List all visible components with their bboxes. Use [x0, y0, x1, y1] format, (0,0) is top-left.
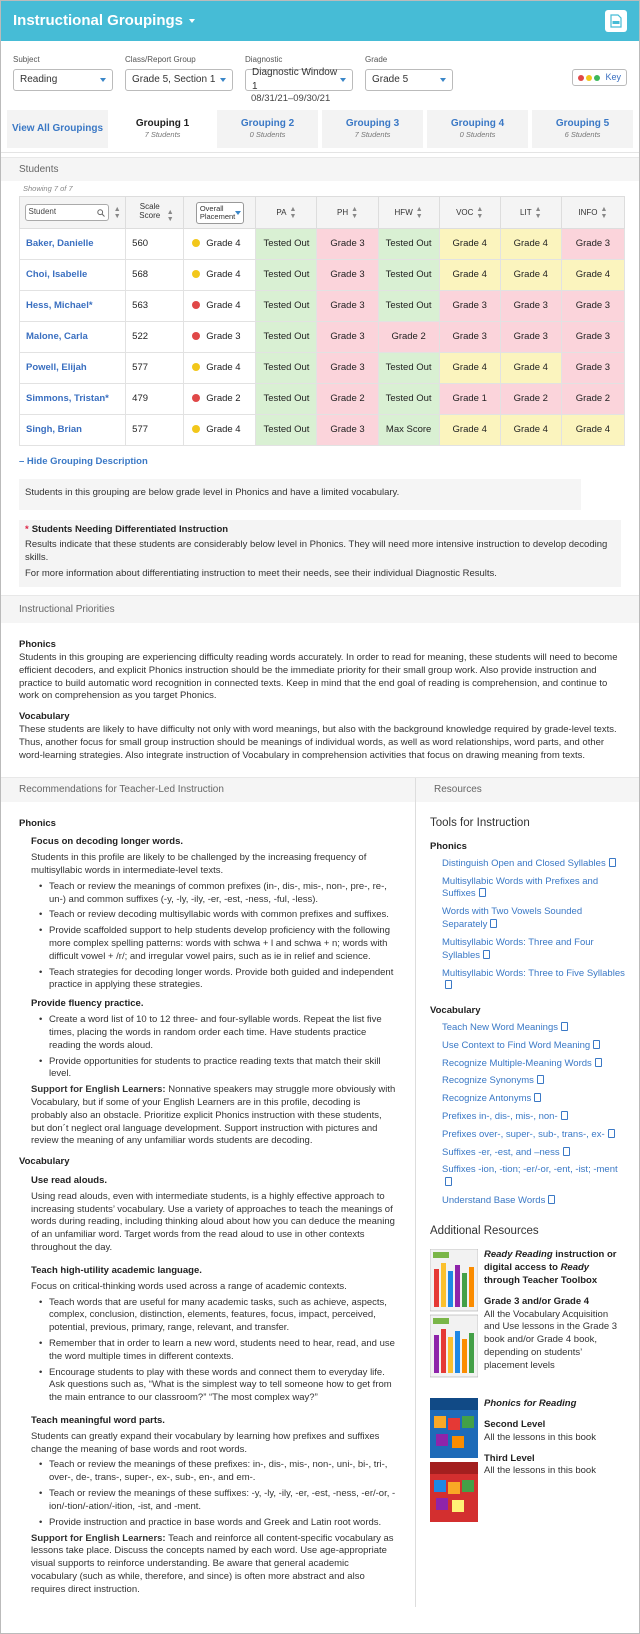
resource-link-label: Understand Base Words [442, 1195, 546, 1207]
resources-header: Resources [416, 778, 639, 802]
recs-phonics-title: Phonics [19, 817, 56, 829]
priority-phonics-text: Students in this grouping are experiencing difficulty reading words accurately. In order to read for meaning, these students will need to become efficient decoders, and explicit Phonics instruction should be the immediate priority for their small group work. Also provide instruction and practice to build automatic word recognition in connected texts. Keep in mind that the end goal of reading is comprehension, and continue to work on comprehension as you target Phonics. [19, 652, 618, 702]
tab-count: 7 Students [354, 130, 391, 140]
recommendations-header: Recommendations for Teacher-Led Instruction [1, 778, 415, 802]
subject-filter [13, 55, 113, 91]
table-row [20, 291, 625, 322]
grade-value: Grade 5 [372, 74, 409, 86]
fluency-list [43, 1014, 397, 1081]
tab-grouping-5[interactable] [532, 110, 633, 148]
ready-book-resource [430, 1249, 625, 1384]
lit-cell: Grade 2 [500, 384, 561, 415]
app-title: Instructional Groupings [13, 11, 184, 29]
column-label: PH [336, 207, 349, 217]
placement-value: Grade 4 [206, 299, 241, 311]
overall-placement [184, 322, 256, 353]
group-label: Class/Report Group [125, 55, 196, 64]
list-item: • Remember that in order to learn a new word, students need to hear, read, and use the word multiple times in different contexts. [43, 1338, 397, 1364]
pa-cell: Tested Out [256, 229, 317, 260]
second-level-text: All the lessons in this book [484, 1431, 596, 1443]
ready-text: All the Vocabulary Acquisition and Use lessons in the Grade 3 book and/or Grade 4 book, depending on students’ placement levels [484, 1308, 618, 1371]
chevron-down-icon [235, 211, 241, 215]
document-icon [483, 950, 490, 959]
grade-select[interactable] [365, 69, 453, 91]
pa-cell: Tested Out [256, 291, 317, 322]
list-item: • Provide scaffolded support to help students develop proficiency with the following more complex spelling patterns: words with schwa + l and schwa + n; words with difficult vowel + /r/; and irregular vowel pairs, such as ie in relief and science. [43, 925, 397, 963]
decoding-title: Focus on decoding longer words. [31, 836, 184, 848]
column-label: Scale Score [139, 202, 161, 221]
resource-link[interactable] [430, 1164, 625, 1190]
list-item: • Create a word list of 10 to 12 three- and four-syllable words. Repeat the list five times, placing the words in random order each time. Have students practice reading the words aloud. [43, 1014, 397, 1052]
resources-body [416, 802, 639, 1530]
resource-link-label: Use Context to Find Word Meaning [442, 1039, 591, 1051]
document-icon [537, 1075, 544, 1084]
grade-filter [365, 55, 453, 91]
pdf-export-button[interactable] [605, 10, 627, 32]
ell-support-1 [31, 1084, 397, 1148]
resource-link-label: Prefixes over-, super-, sub-, trans-, ex- [442, 1128, 605, 1140]
info-cell: Grade 3 [561, 291, 624, 322]
overall-placement [184, 229, 256, 260]
resource-link-label: Multisyllabic Words with Prefixes and Suffixes [442, 875, 599, 900]
diagnostic-filter [245, 55, 353, 106]
tab-label: Grouping 1 [135, 117, 190, 129]
tab-count: 0 Students [249, 130, 286, 140]
sort-icon[interactable]: ▲ ▼ [113, 205, 121, 220]
placement-status-dot [192, 239, 200, 247]
pa-cell: Tested Out [256, 415, 317, 446]
scale-score: 568 [126, 260, 184, 291]
overall-placement [184, 384, 256, 415]
additional-title: Additional Resources [430, 1224, 539, 1237]
tab-label: Grouping 5 [555, 117, 610, 129]
list-item: • Teach or review the meanings of common prefixes (in-, dis-, mis-, non-, pre-, re-, un-) and common suffixes (-y, -ly, -ily, -er, -est, -ness, -ful, -less). [43, 881, 397, 907]
placement-value: Grade 4 [206, 268, 241, 280]
document-icon [479, 888, 486, 897]
priorities-header: Instructional Priorities [1, 595, 639, 623]
ready-book-cover-image [430, 1249, 478, 1379]
placement-header[interactable] [184, 197, 256, 229]
resource-link-label: Suffixes -ion, -tion; -er/-or, -ent, -ist; -ment [442, 1164, 618, 1176]
sort-icon: ▲ ▼ [351, 205, 359, 220]
tab-count: 0 Students [459, 130, 496, 140]
pa-cell: Tested Out [256, 353, 317, 384]
ready-grade: Grade 3 and/or Grade 4 [484, 1295, 590, 1307]
resource-link-label: Multisyllabic Words: Three to Five Syllables [442, 967, 625, 979]
second-level-title: Second Level [484, 1419, 546, 1431]
differentiated-text: Results indicate that these students are considerably below level in Phonics. They will need more intensive instruction to develop decoding skills. [25, 538, 608, 563]
grade-label: Grade [365, 55, 388, 64]
tab-grouping-1[interactable] [112, 110, 213, 148]
voc-cell: Grade 4 [439, 415, 500, 446]
document-icon [445, 980, 452, 989]
phonics-book-resource [430, 1398, 625, 1529]
sort-icon: ▲ ▼ [534, 205, 542, 220]
readaloud-title: Use read alouds. [31, 1175, 108, 1186]
document-icon [445, 1177, 452, 1186]
key-label: Key [605, 72, 621, 83]
hfw-cell: Tested Out [378, 353, 439, 384]
list-item: • Teach words that are useful for many academic tasks, such as achieve, aspects, complex, conclusion, distinction, elements, features, focus, impact, perceived, potential, previous, primary, range, relevant, and transfer. [43, 1297, 397, 1335]
info-cell: Grade 4 [561, 415, 624, 446]
chevron-down-icon [189, 19, 195, 23]
resource-link-label: Recognize Multiple-Meaning Words [442, 1057, 592, 1069]
tab-label: Grouping 2 [240, 117, 295, 129]
table-header-row [20, 197, 625, 229]
placement-filter-select[interactable] [196, 202, 244, 224]
resource-link[interactable] [430, 1147, 625, 1160]
document-icon [608, 1129, 615, 1138]
ell-text: Teach and reinforce all content-specific vocabulary as lessons take place. Discuss the concepts named by each word. Use age-appropriate visual supports to reinforce understanding. Be aware that general academic vocabulary (such as while, therefore, and since) is often more abstract and also requires direct instruction. [31, 1532, 394, 1595]
resource-link[interactable] [430, 937, 625, 963]
academic-intro: Focus on critical-thinking words used across a range of academic contexts. [31, 1280, 347, 1292]
subject-label: Subject [13, 55, 40, 64]
tools-title: Tools for Instruction [430, 816, 530, 829]
resource-link-label: Recognize Synonyms [442, 1075, 534, 1087]
student-name-link[interactable]: Powell, Elijah [20, 353, 126, 384]
ell-support-2 [31, 1533, 397, 1597]
recommendations-body [1, 802, 415, 1607]
hfw-cell: Tested Out [378, 260, 439, 291]
scale-score: 577 [126, 415, 184, 446]
student-search-input[interactable] [25, 204, 109, 221]
tab-label: Grouping 3 [345, 117, 400, 129]
differentiated-title [25, 524, 615, 537]
list-item: • Teach or review the meanings of these suffixes: -y, -ly, -ily, -er, -est, -ness, -er/-or, -ion/-tion/-ation/-ition, -ist, and -ment. [43, 1488, 397, 1514]
group-select[interactable] [125, 69, 233, 91]
voc-cell: Grade 3 [439, 291, 500, 322]
placement-status-dot [192, 270, 200, 278]
lit-header[interactable] [500, 197, 561, 229]
resource-link-label: Multisyllabic Words: Three and Four Syllables [442, 936, 594, 961]
list-item: • Teach or review decoding multisyllabic words with common prefixes and suffixes. [43, 909, 397, 922]
sort-icon: ▲ ▼ [289, 205, 297, 220]
lit-cell: Grade 4 [500, 415, 561, 446]
lit-cell: Grade 4 [500, 353, 561, 384]
scale-score-header[interactable] [126, 197, 184, 229]
ready-title-italic-2: Ready [560, 1262, 590, 1274]
priority-vocab-title: Vocabulary [19, 711, 70, 723]
recs-vocab-title: Vocabulary [19, 1156, 70, 1168]
table-row [20, 322, 625, 353]
list-item: • Provide instruction and practice in base words and Greek and Latin root words. [43, 1517, 397, 1530]
ph-cell: Grade 2 [317, 384, 378, 415]
third-level-title: Third Level [484, 1452, 535, 1464]
voc-cell: Grade 1 [439, 384, 500, 415]
student-name-link[interactable]: Baker, Danielle [20, 229, 126, 260]
phonics-book-title: Phonics for Reading [484, 1398, 577, 1410]
sort-icon: ▲ ▼ [476, 205, 484, 220]
placement-status-dot [192, 425, 200, 433]
hfw-cell: Grade 2 [378, 322, 439, 353]
resource-link[interactable] [430, 968, 625, 994]
info-cell: Grade 3 [561, 322, 624, 353]
tab-grouping-2[interactable] [217, 110, 318, 148]
resource-link[interactable] [430, 876, 625, 902]
voc-cell: Grade 4 [439, 353, 500, 384]
ready-title-italic: Ready Reading [484, 1249, 553, 1261]
recommendations-area [1, 777, 639, 1607]
student-name-link[interactable]: Simmons, Tristan* [20, 384, 126, 415]
resource-link[interactable] [430, 906, 625, 932]
voc-cell: Grade 4 [439, 260, 500, 291]
differentiated-more-text: For more information about differentiating instruction to meet their needs, see their individual Diagnostic Results. [25, 568, 497, 580]
list-item: • Teach or review the meanings of these prefixes: in-, dis-, mis-, non-, uni-, bi-, tri-, over-, de-, trans-, super-, ex-, sub-, en-, and em-. [43, 1459, 397, 1485]
key-dot-green [594, 75, 600, 81]
table-row [20, 415, 625, 446]
overall-placement [184, 353, 256, 384]
readaloud-text: Using read alouds, even with intermediate students, is a highly effective approach to increasing students’ vocabulary. Use a variety of approaches to teach the meanings of words during reading, including thinking aloud about how you can deduce the meaning of an unfamiliar word. Target words from the read aloud to use in other contexts throughout the day. [31, 1190, 395, 1254]
resource-link-label: Suffixes -er, -est, and –ness [442, 1146, 560, 1158]
tab-label: View All Groupings [11, 122, 104, 134]
ell-title: Support for English Learners: [31, 1532, 166, 1544]
search-placeholder: Student [28, 207, 57, 217]
ready-book-covers [430, 1249, 478, 1384]
recommendations-column [1, 778, 416, 1607]
grouping-description: Students in this grouping are below grade level in Phonics and have a limited vocabulary. [19, 479, 581, 510]
column-label: INFO [578, 207, 598, 217]
student-name-link[interactable]: Singh, Brian [20, 415, 126, 446]
document-icon [595, 1058, 602, 1067]
tab-count: 7 Students [144, 130, 181, 140]
placement-value: Grade 2 [206, 392, 241, 404]
date-range: 08/31/21–09/30/21 [251, 92, 331, 104]
table-row [20, 229, 625, 260]
third-level-text: All the lessons in this book [484, 1465, 596, 1477]
academic-title: Teach high-utility academic language. [31, 1264, 202, 1276]
overall-placement [184, 415, 256, 446]
list-item: • Teach strategies for decoding longer words. Provide both guided and independent practice in applying these strategies. [43, 967, 397, 993]
hide-description-link[interactable]: – Hide Grouping Description [19, 456, 148, 468]
resource-link-label: Prefixes in-, dis-, mis-, non- [442, 1111, 558, 1123]
info-cell: Grade 3 [561, 353, 624, 384]
resource-link[interactable] [430, 1195, 625, 1208]
group-filter [125, 55, 233, 91]
resource-link[interactable] [430, 1075, 625, 1088]
sort-icon: ▲ ▼ [600, 205, 608, 220]
top-bar [1, 1, 639, 41]
resource-link[interactable] [430, 1111, 625, 1124]
lit-cell: Grade 4 [500, 229, 561, 260]
diagnostic-value: Diagnostic Window 1 [252, 67, 338, 92]
ell-title: Support for English Learners: [31, 1084, 166, 1096]
pdf-icon [610, 14, 622, 28]
pa-cell: Tested Out [256, 384, 317, 415]
search-icon [97, 209, 105, 217]
differentiated-box [19, 520, 621, 587]
resources-column [416, 778, 639, 1607]
info-cell: Grade 4 [561, 260, 624, 291]
parts-list [43, 1459, 397, 1529]
hfw-cell: Max Score [378, 415, 439, 446]
pa-cell: Tested Out [256, 322, 317, 353]
placement-status-dot [192, 332, 200, 340]
scale-score: 577 [126, 353, 184, 384]
students-header: Students [1, 157, 639, 181]
academic-list [43, 1297, 397, 1406]
decoding-list [43, 881, 397, 993]
table-row [20, 353, 625, 384]
column-label: PA [276, 207, 287, 217]
asterisk: * [25, 523, 29, 535]
chevron-down-icon [340, 78, 346, 82]
priority-phonics-title: Phonics [19, 639, 56, 651]
chevron-down-icon [220, 78, 226, 82]
scale-score: 522 [126, 322, 184, 353]
resource-link[interactable] [430, 1040, 625, 1053]
lit-cell: Grade 4 [500, 260, 561, 291]
phonics-book-cover-image [430, 1398, 478, 1524]
res-phonics-title: Phonics [430, 841, 467, 853]
resource-link[interactable] [430, 1058, 625, 1071]
resource-link[interactable] [430, 1129, 625, 1142]
group-value: Grade 5, Section 1 [132, 74, 216, 86]
differentiated-title-text: Students Needing Differentiated Instruction [31, 523, 229, 535]
hfw-cell: Tested Out [378, 229, 439, 260]
overall-placement [184, 260, 256, 291]
decoding-intro: Students in this profile are likely to be challenged by the increasing frequency of multisyllabic words in intermediate-level texts. [31, 852, 367, 876]
tab-view-all[interactable] [7, 110, 108, 148]
showing-count: Showing 7 of 7 [23, 184, 73, 193]
resource-link[interactable] [430, 1022, 625, 1035]
document-icon [609, 858, 616, 867]
document-icon [490, 919, 497, 928]
placement-value: Grade 4 [206, 423, 241, 435]
student-column-header [20, 197, 126, 229]
resource-link-label: Recognize Antonyms [442, 1093, 532, 1105]
app-title-menu[interactable] [13, 11, 195, 31]
sort-icon: ▲ ▼ [415, 205, 423, 220]
document-icon [563, 1147, 570, 1156]
diagnostic-label: Diagnostic [245, 55, 283, 64]
subject-value: Reading [20, 74, 58, 86]
ready-title-text: instruction or digital access to [484, 1249, 617, 1274]
key-dot-red [578, 75, 584, 81]
column-label: LIT [520, 207, 532, 217]
ph-cell: Grade 3 [317, 229, 378, 260]
filter-bar [1, 41, 639, 105]
grouping-tabs [1, 105, 639, 153]
student-name-link[interactable]: Choi, Isabelle [20, 260, 126, 291]
voc-cell: Grade 3 [439, 322, 500, 353]
scale-score: 479 [126, 384, 184, 415]
scale-score: 563 [126, 291, 184, 322]
vocab-links [430, 1022, 625, 1208]
phonics-book-details [484, 1398, 596, 1529]
resource-link[interactable] [430, 1093, 625, 1106]
overall-placement [184, 291, 256, 322]
ph-cell: Grade 3 [317, 322, 378, 353]
priority-vocab-text: These students are likely to have difficulty not only with word meanings, but also with the background knowledge required by grade-level texts. Thus, another focus for small group instruction should be meanings of individual words, as well as word relationships, word parts, and other word-learning strategies. Also integrate instruction of Vocabulary in comprehension activities that focus on drawing meaning from texts. [19, 724, 617, 761]
ph-cell: Grade 3 [317, 353, 378, 384]
document-icon [561, 1111, 568, 1120]
placement-status-dot [192, 363, 200, 371]
students-table-body [20, 229, 625, 446]
info-cell: Grade 3 [561, 229, 624, 260]
priorities-body [1, 623, 639, 768]
key-button[interactable] [572, 69, 627, 86]
key-dot-yellow [586, 75, 592, 81]
chevron-down-icon [100, 78, 106, 82]
ph-cell: Grade 3 [317, 260, 378, 291]
ready-book-details [484, 1249, 625, 1384]
student-name-link[interactable]: Malone, Carla [20, 322, 126, 353]
tab-count: 6 Students [564, 130, 601, 140]
document-icon [561, 1022, 568, 1031]
sort-icon: ▲ ▼ [166, 209, 174, 224]
phonics-book-covers [430, 1398, 478, 1529]
scale-score: 560 [126, 229, 184, 260]
fluency-title: Provide fluency practice. [31, 998, 144, 1010]
ell-text: Nonnative speakers may struggle more obviously with Vocabulary, but if some of your English Learners are in this profile, decoding is probably also an obstacle. Prioritize explicit Phonics instruction with these students, but don´t neglect oral language development. Support instruction with pictures and review the meaning of any unfamiliar words students are decoding. [31, 1084, 396, 1147]
lit-cell: Grade 3 [500, 291, 561, 322]
list-item: • Encourage students to play with these words and connect them to everyday life. Ask questions such as, “What is the simplest way to tell someone how to get from the main entrance to our classroom?” “The most complex way?” [43, 1367, 397, 1405]
parts-intro: Students can greatly expand their vocabulary by learning how prefixes and suffixes change the meaning of base words and root words. [31, 1430, 380, 1455]
pa-cell: Tested Out [256, 260, 317, 291]
hfw-cell: Tested Out [378, 384, 439, 415]
column-label: VOC [456, 207, 474, 217]
table-row [20, 384, 625, 415]
tab-grouping-3[interactable] [322, 110, 423, 148]
students-table [19, 196, 625, 446]
ph-cell: Grade 3 [317, 291, 378, 322]
diagnostic-select[interactable] [245, 69, 353, 91]
ph-header[interactable] [317, 197, 378, 229]
info-header[interactable] [561, 197, 624, 229]
resource-link-label: Words with Two Vowels Sounded Separately [442, 906, 583, 931]
resource-link-label: Distinguish Open and Closed Syllables [442, 857, 606, 869]
ready-book-title [484, 1249, 625, 1287]
phonics-links [430, 858, 625, 993]
document-icon [534, 1093, 541, 1102]
voc-header[interactable] [439, 197, 500, 229]
subject-select[interactable] [13, 69, 113, 91]
table-row [20, 260, 625, 291]
tab-grouping-4[interactable] [427, 110, 528, 148]
ph-cell: Grade 3 [317, 415, 378, 446]
chevron-down-icon [440, 78, 446, 82]
info-cell: Grade 2 [561, 384, 624, 415]
pa-header[interactable] [256, 197, 317, 229]
column-label: HFW [394, 207, 413, 217]
tab-label: Grouping 4 [450, 117, 505, 129]
placement-value: Grade 4 [206, 237, 241, 249]
voc-cell: Grade 4 [439, 229, 500, 260]
resource-link-label: Teach New Word Meanings [442, 1021, 558, 1033]
lit-cell: Grade 3 [500, 322, 561, 353]
parts-title: Teach meaningful word parts. [31, 1415, 165, 1426]
placement-status-dot [192, 301, 200, 309]
hfw-cell: Tested Out [378, 291, 439, 322]
document-icon [548, 1195, 555, 1204]
ready-title-text-2: through Teacher Toolbox [484, 1275, 598, 1287]
student-name-link[interactable]: Hess, Michael* [20, 291, 126, 322]
placement-status-dot [192, 394, 200, 402]
document-icon [593, 1040, 600, 1049]
res-vocab-title: Vocabulary [430, 1005, 481, 1017]
hfw-header[interactable] [378, 197, 439, 229]
placement-value: Grade 3 [206, 330, 241, 342]
placement-value: Grade 4 [206, 361, 241, 373]
list-item: • Provide opportunities for students to practice reading texts that match their skill level. [43, 1056, 397, 1082]
resource-link[interactable] [430, 858, 625, 871]
column-label: Overall Placement [199, 203, 236, 221]
